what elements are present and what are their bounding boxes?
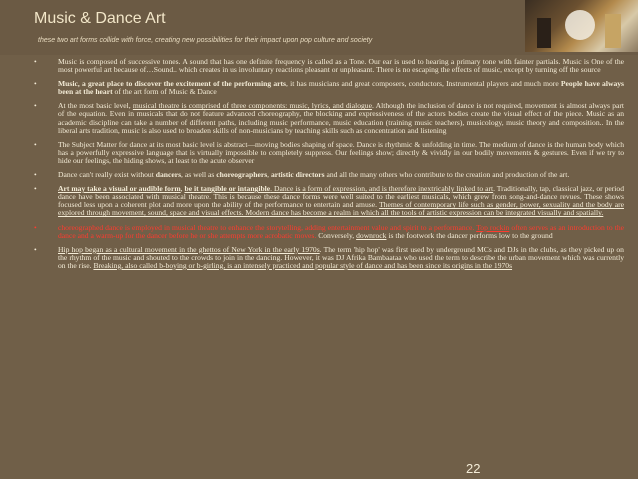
bullet-marker: • (34, 57, 37, 66)
link-downrock[interactable]: downrock (356, 230, 387, 240)
text-run: , it has musicians and great composers, conductors, Instrumental players and much more (286, 79, 561, 89)
text-run: Dance can't really exist without (58, 170, 156, 180)
bullet-item (34, 171, 624, 179)
bullet-marker: • (34, 79, 37, 89)
text-run: choreographed dance is employed in musical theatre to enhance the storytelling, adding entertainment value and spirit to a performance. (58, 222, 477, 232)
link-tangible[interactable]: be it tangible or intangible (184, 184, 271, 194)
text-run: , as well as (181, 170, 217, 180)
bullet-text (58, 80, 624, 96)
bold-phrase: Music, a great place to discover the excitement of the performing arts (58, 79, 287, 89)
bullet-item (34, 80, 624, 96)
link-hip-hop[interactable]: Hip hop began as a cultural movement in the ghettos of New York in the early 1970s (58, 244, 320, 254)
link-musical-theatre[interactable]: musical theatre is comprised of three components: music, lyrics, and dialogue (132, 101, 372, 111)
text-run: , (180, 184, 185, 194)
bullet-marker: • (34, 101, 37, 111)
bullet-text (58, 102, 624, 134)
photo-shape (537, 18, 551, 48)
bullet-text (58, 224, 624, 240)
bold-phrase: People have always been at the heart (58, 79, 624, 97)
bullet-item (34, 185, 624, 217)
text-run: often serves as an introduction to the dance and a warm-up for the dancer before he or she attempts more acrobatic moves. (58, 222, 625, 240)
bullet-item (34, 224, 624, 240)
bullet-item (34, 58, 624, 74)
bullet-text (58, 171, 624, 179)
link-breaking[interactable]: Breaking, also called b-boying or b-girling, is an intensely practiced and popular style of dance and has been since its origins in the 1970s (93, 260, 513, 270)
bold-phrase: dancers (155, 170, 182, 180)
text-run: is the footwork the dancer performs low to the ground (386, 230, 553, 240)
text-run: . Traditionally, tap, classical jazz, or period dance have been associated with musical theatre. This is because these dance forms were well suited to the earliest musicals, which grew from song-and-dance revues. These shows focused less upon a coherent plot and more upon the ability of the performance to entertain and amuse. (58, 184, 625, 210)
bullet-item (34, 246, 624, 270)
bullet-marker: • (34, 184, 37, 194)
bold-phrase: choreographers (216, 170, 268, 180)
bullet-text (58, 246, 624, 270)
text-run: At the most basic level, (58, 101, 133, 111)
link-art-form[interactable]: Art may take a visual or audible form (58, 184, 181, 194)
bullet-item (34, 141, 624, 165)
page-number: 22 (466, 461, 481, 476)
bullet-marker: • (34, 170, 37, 180)
text-run: , (267, 170, 271, 180)
slide-title: Music & Dance Art (34, 10, 166, 27)
text-run: and all the many others who contribute to the creation and production of the art. (324, 170, 570, 180)
text-run: . The term 'hip hop' was first used by underground MCs and DJs in the clubs, as they picked up on the rhythm of the music and shouted to the crowds to join in the dancing. However, it was DJ Afrika Bambaataa who used the term to describe the urban movement which was currently on the rise. (58, 244, 624, 270)
link-top-rockin[interactable]: Top rockin (476, 222, 510, 232)
text-run: Conversely, (316, 230, 357, 240)
link-contemporary-themes[interactable]: Themes of contemporary life such as gender, power, sexuality and the body are explored through movement, sound, space and visual effects. Modern dance has become a realm in which all the tools of artistic expression can be integrated visually and spatially. (58, 200, 624, 218)
bullet-item (34, 102, 624, 134)
bullet-text: The Subject Matter for dance at its most basic level is abstract—moving bodies shaping of space. Dance is rhythmic & unfolding in time. The medium of dance is the human body which has a powerfully expressive language that is virtually impossible to completely suppress. Our feelings show; directly & vividly in our bodily movements & gestures. Even if we try to hide our feelings, the hiding shows, at least to the acute observer (58, 139, 624, 165)
bullet-text (58, 185, 624, 217)
bold-phrase: artistic directors (270, 170, 325, 180)
bullet-text: Music is composed of successive tones. A sound that has one definite frequency is called as a Tone. Our ear is used to hearing a primary tone with fainter partials. Music is One of the most powerful art because of…Sound.. which creates in us involuntary reactions pleasant or unpleasant. There is no escaping the effects of music, except by turning off the source (58, 57, 624, 75)
slide-body (34, 58, 624, 276)
bullet-marker: • (34, 222, 37, 232)
link-dance-art[interactable]: . Dance is a form of expression, and is therefore inextricably linked to art (270, 184, 494, 194)
bullet-marker: • (34, 139, 37, 149)
header-photo (525, 0, 638, 52)
text-run: of the art form of Music & Dance (112, 87, 217, 97)
text-run: . Although the inclusion of dance is not required, movement is almost always part of the equation. Even in musicals that do not feature advanced choreography, the blocking and expressiveness of the actors bodies create the visual effect of the piece. Music as an academic discipline can take a number of different paths, including music performance, music education (training music teachers), musicology, music theory and composition.. In the liberal arts tradition, music is also used to broaden skills of non-musicians by teaching skills such as concentration and listening (58, 101, 624, 135)
bullet-marker: • (34, 244, 37, 254)
photo-shape (605, 14, 621, 48)
slide-subtitle: these two art forms collide with force, creating new possibilities for their impact upon pop culture and society (38, 37, 373, 44)
photo-shape (565, 10, 595, 40)
